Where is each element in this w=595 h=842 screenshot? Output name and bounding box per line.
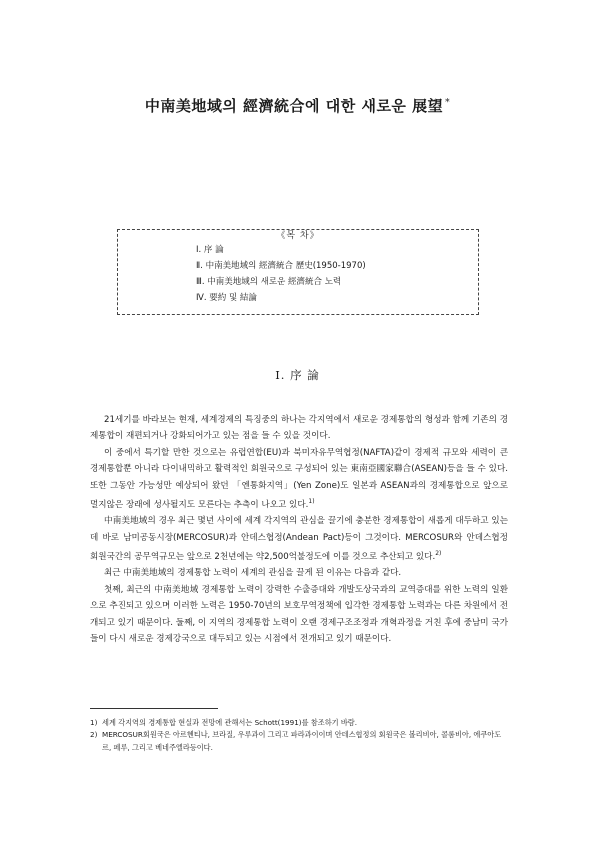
- paragraph: [90, 565, 508, 581]
- paragraph: [90, 513, 508, 565]
- body-text: [90, 412, 508, 647]
- paragraph-text: 첫째, 최근의 中南美地域 경제통합 노력이 강력한 수출증대와 개발도상국과의 교역증대를 위한 노력의 일환으로 추진되고 있으며 이러한 노력은 1950-70년의 보호무역정책에 입각한 경제통합 노력과는 다른 차원에서 전개되고 있기 때문이다. 둘째, 이 지역의 경제통합 노력이 오랜 경제구조조정과 개혁과정을 거친 후에 중남미 국가들이 다시 새로운 경제강국으로 대두되고 있는 시점에서 전개되고 있기 때문이다.: [90, 584, 508, 644]
- title-footnote-mark: *: [445, 98, 451, 108]
- toc-heading-wrap: [118, 223, 478, 242]
- paragraph-text: 中南美地域의 경우 최근 몇년 사이에 세계 각지역의 관심을 끌기에 충분한 경제통합이 새롭게 대두하고 있는데 바로 남미공동시장(MERCOSUR)과 안데스협정(Andean Pact)등이 그것이다. MERCOSUR와 안데스협정 회원국간의 공무역규모는 앞으로 2천년에는 약2,500억불정도에 이를 것으로 추산되고 있다.: [90, 516, 508, 562]
- table-of-contents: [117, 229, 479, 315]
- footnote: [90, 717, 510, 729]
- footnote-ref: 1): [308, 498, 315, 506]
- footnote-mark: 1): [90, 718, 98, 727]
- paragraph: [90, 412, 508, 445]
- toc-heading: 《목 차》: [266, 231, 329, 241]
- paragraph: [90, 445, 508, 513]
- footnote-mark: 2): [90, 730, 98, 740]
- paragraph-text: 최근 中南美地域의 경제통합 노력이 세계의 관심을 끌게 된 이유는 다음과 같다.: [104, 568, 402, 579]
- section-heading: Ⅰ. 序 論: [275, 368, 320, 382]
- footnotes: [90, 717, 510, 754]
- paragraph-text: 이 중에서 특기할 만한 것으로는 유럽연합(EU)과 북미자유무역협정(NAFTA)같이 경제적 규모와 세력이 큰 경제통합뿐 아니라 다이내믹하고 활력적인 회원국으로 구성되어 있는 東南亞國家聯合(ASEAN)등을 들 수 있다. 또한 그동안 가능성만 예상되어 왔던 「엔통화지역」(Yen Zone)도 일본과 ASEAN과의 경제통합으로 앞으로 멀지않은 장래에 성사될지도 모른다는 추측이 나오고 있다.: [90, 447, 508, 510]
- paragraph: [90, 582, 508, 648]
- toc-item: Ⅲ. 中南美地域의 새로운 經濟統合 노력: [196, 277, 342, 287]
- title-text: 中南美地域의 經濟統合에 대한 새로운 展望: [144, 97, 444, 115]
- footnote-ref: 2): [435, 550, 442, 558]
- paragraph-text: 21세기를 바라보는 현재, 세계경제의 특징중의 하나는 각지역에서 새로운 경제통합의 형성과 함께 기존의 경제통합이 재편되거나 강화되어가고 있는 점을 들 수 있을 것이다.: [90, 415, 508, 442]
- footnote-divider: [90, 708, 218, 709]
- footnote-text: MERCOSUR회원국은 아르헨티나, 브라질, 우루과이 그리고 파라과이이며 안데스협정의 회원국은 볼리비아, 콜롬비아, 에쿠아도르, 페루, 그리고 베네주엘라등이다.: [102, 730, 502, 752]
- toc-item: Ⅱ. 中南美地域의 經濟統合 歷史(1950-1970): [196, 261, 366, 271]
- footnote: [90, 729, 510, 754]
- document-title: [0, 95, 595, 116]
- toc-list: [196, 242, 366, 306]
- footnote-text: 세계 각지역의 경제통합 현실과 전망에 관해서는 Schott(1991)를 참조하기 바람.: [102, 718, 358, 727]
- toc-item: Ⅰ. 序 論: [196, 245, 224, 255]
- toc-item: Ⅳ. 要約 및 結論: [196, 293, 257, 303]
